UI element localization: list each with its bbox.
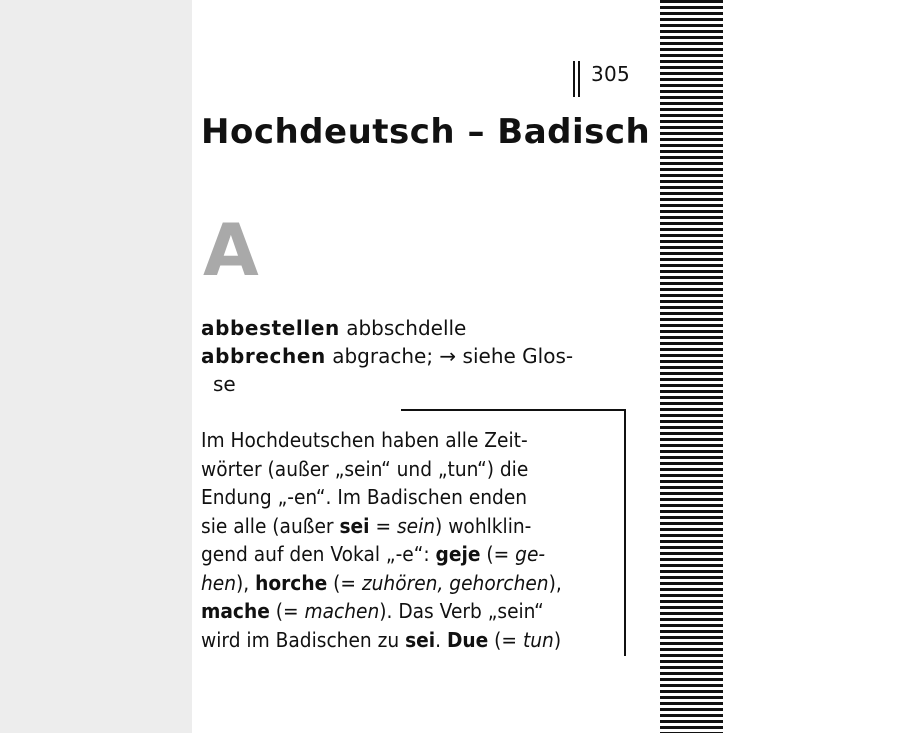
gloss-run: ), [548,570,562,595]
left-page-margin [0,0,192,733]
section-letter: A [203,208,259,292]
gloss-run: (= [327,570,362,595]
gloss-line [201,569,573,598]
gloss-text [201,426,573,654]
gloss-run: = [369,513,397,538]
gloss-run: (= [269,599,305,623]
gloss-run: ) [553,627,562,652]
gloss-run: horche [255,570,328,595]
gloss-run: wird im Badischen zu [201,627,406,652]
gloss-run: wörter (außer „sein“ und „tun“) die [201,456,529,481]
dictionary-entry [201,314,631,342]
entry-translation-continuation: se [213,372,236,396]
gloss-run: gend auf den Vokal „-e“: [201,542,436,566]
gloss-run: (= [480,542,516,566]
entry-headword: abbrechen [201,344,326,368]
entry-translation: abbschdelle [346,316,467,340]
entry-translation: abgrache; → siehe Glos- [332,344,574,368]
gloss-line [201,426,573,455]
gloss-line [201,512,573,541]
gloss-run: ). Das Verb „sein“ [379,599,544,623]
gloss-run: Endung „-en“. Im Badischen enden [201,485,528,509]
gloss-run: sei [339,513,370,538]
gloss-run: Im Hochdeutschen haben alle Zeit- [201,428,528,452]
gloss-line [201,540,573,569]
gloss-run: . [435,627,447,652]
gloss-run: geje [435,542,481,566]
page-title: Hochdeutsch – Badisch [201,112,651,152]
dictionary-entry [201,342,631,398]
gloss-run: tun [522,627,554,652]
gloss-line [201,483,573,512]
gloss-run: zuhören, gehorchen [361,570,549,595]
gloss-run: sei [405,627,436,652]
gloss-run: sie alle (außer [201,513,340,538]
entry-headword: abbestellen [201,316,340,340]
gloss-run: machen [304,599,380,623]
gloss-run: Due [446,627,489,652]
gloss-run: ), [236,570,256,595]
gloss-run: ge- [515,542,546,566]
gloss-run: ) wohlklin- [435,513,532,538]
page-number: 305 [591,62,631,86]
dictionary-entries [201,314,631,398]
gloss-run: hen [201,570,237,595]
gloss-run: (= [488,627,523,652]
gloss-run: mache [201,599,270,623]
page-number-double-rule [573,61,580,97]
barcode-strip [660,0,723,733]
gloss-line [201,626,573,655]
gloss-line [201,597,573,626]
gloss-run: sein [396,513,436,538]
gloss-line [201,455,573,484]
